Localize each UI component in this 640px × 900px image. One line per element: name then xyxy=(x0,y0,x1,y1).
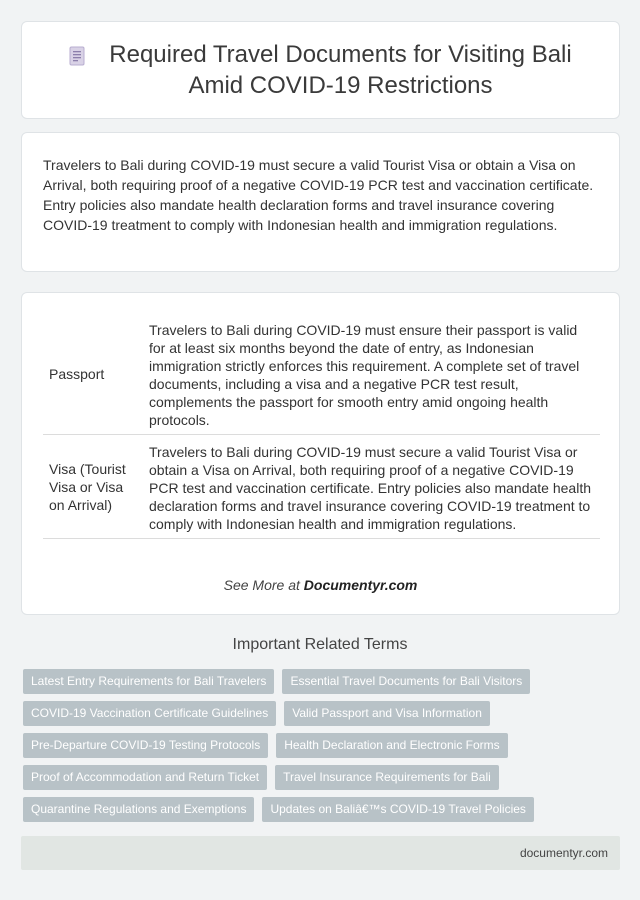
see-more-link[interactable]: Documentyr.com xyxy=(303,577,418,593)
title-wrap xyxy=(22,22,619,118)
table-row xyxy=(43,313,600,435)
see-more xyxy=(22,577,619,593)
document-description: Travelers to Bali during COVID-19 must secure a valid Tourist Visa or obtain a Visa on Arrival, both requiring proof of a negative COVID-19 PCR test and vaccination certificate. Entry policies also mandate health declaration forms and travel insurance covering COVID-19 treatment to comply with Indonesian health and immigration regulations. xyxy=(142,435,600,538)
summary-card xyxy=(21,132,620,272)
see-more-prefix: See More at xyxy=(223,577,304,593)
document-name: Passport xyxy=(49,365,105,382)
related-term-tag[interactable]: Travel Insurance Requirements for Bali xyxy=(275,765,499,790)
footer-bar xyxy=(21,836,620,870)
related-terms-heading: Important Related Terms xyxy=(232,636,408,653)
document-name: Visa (Tourist Visa or Visa on Arrival) xyxy=(49,460,126,513)
related-term-tag[interactable]: Proof of Accommodation and Return Ticket xyxy=(23,765,267,790)
summary-text: Travelers to Bali during COVID-19 must secure a valid Tourist Visa or obtain a Visa on Arrival, both requiring proof of a negative COVID-19 PCR test and vaccination certificate. Entry policies also mandate health declaration forms and travel insurance covering COVID-19 treatment to comply with Indonesian health and immigration regulations. xyxy=(43,157,594,233)
footer-site-link[interactable]: documentyr.com xyxy=(519,846,608,860)
related-term-tag[interactable]: Pre-Departure COVID-19 Testing Protocols xyxy=(23,733,268,758)
page-title: Required Travel Documents for Visiting Bali Amid COVID-19 Restrictions xyxy=(109,41,572,99)
related-term-tag[interactable]: COVID-19 Vaccination Certificate Guidelines xyxy=(23,701,276,726)
related-term-tag[interactable]: Updates on Baliâ€™s COVID-19 Travel Policies xyxy=(262,797,533,822)
related-term-tag[interactable]: Valid Passport and Visa Information xyxy=(284,701,490,726)
related-term-tag[interactable]: Quarantine Regulations and Exemptions xyxy=(23,797,254,822)
document-icon xyxy=(66,45,88,67)
related-terms-list xyxy=(23,669,623,829)
related-term-tag[interactable]: Health Declaration and Electronic Forms xyxy=(276,733,507,758)
documents-table xyxy=(43,313,600,539)
related-term-tag[interactable]: Essential Travel Documents for Bali Visitors xyxy=(282,669,530,694)
related-term-tag[interactable]: Latest Entry Requirements for Bali Travelers xyxy=(23,669,274,694)
title-card xyxy=(21,21,620,119)
documents-card xyxy=(21,292,620,615)
document-description: Travelers to Bali during COVID-19 must ensure their passport is valid for at least six months beyond the date of entry, as Indonesian immigration strictly enforces this requirement. A complete set of travel documents, including a visa and a negative PCR test result, complements the passport for smooth entry amid ongoing health protocols. xyxy=(142,313,600,434)
table-row xyxy=(43,435,600,539)
